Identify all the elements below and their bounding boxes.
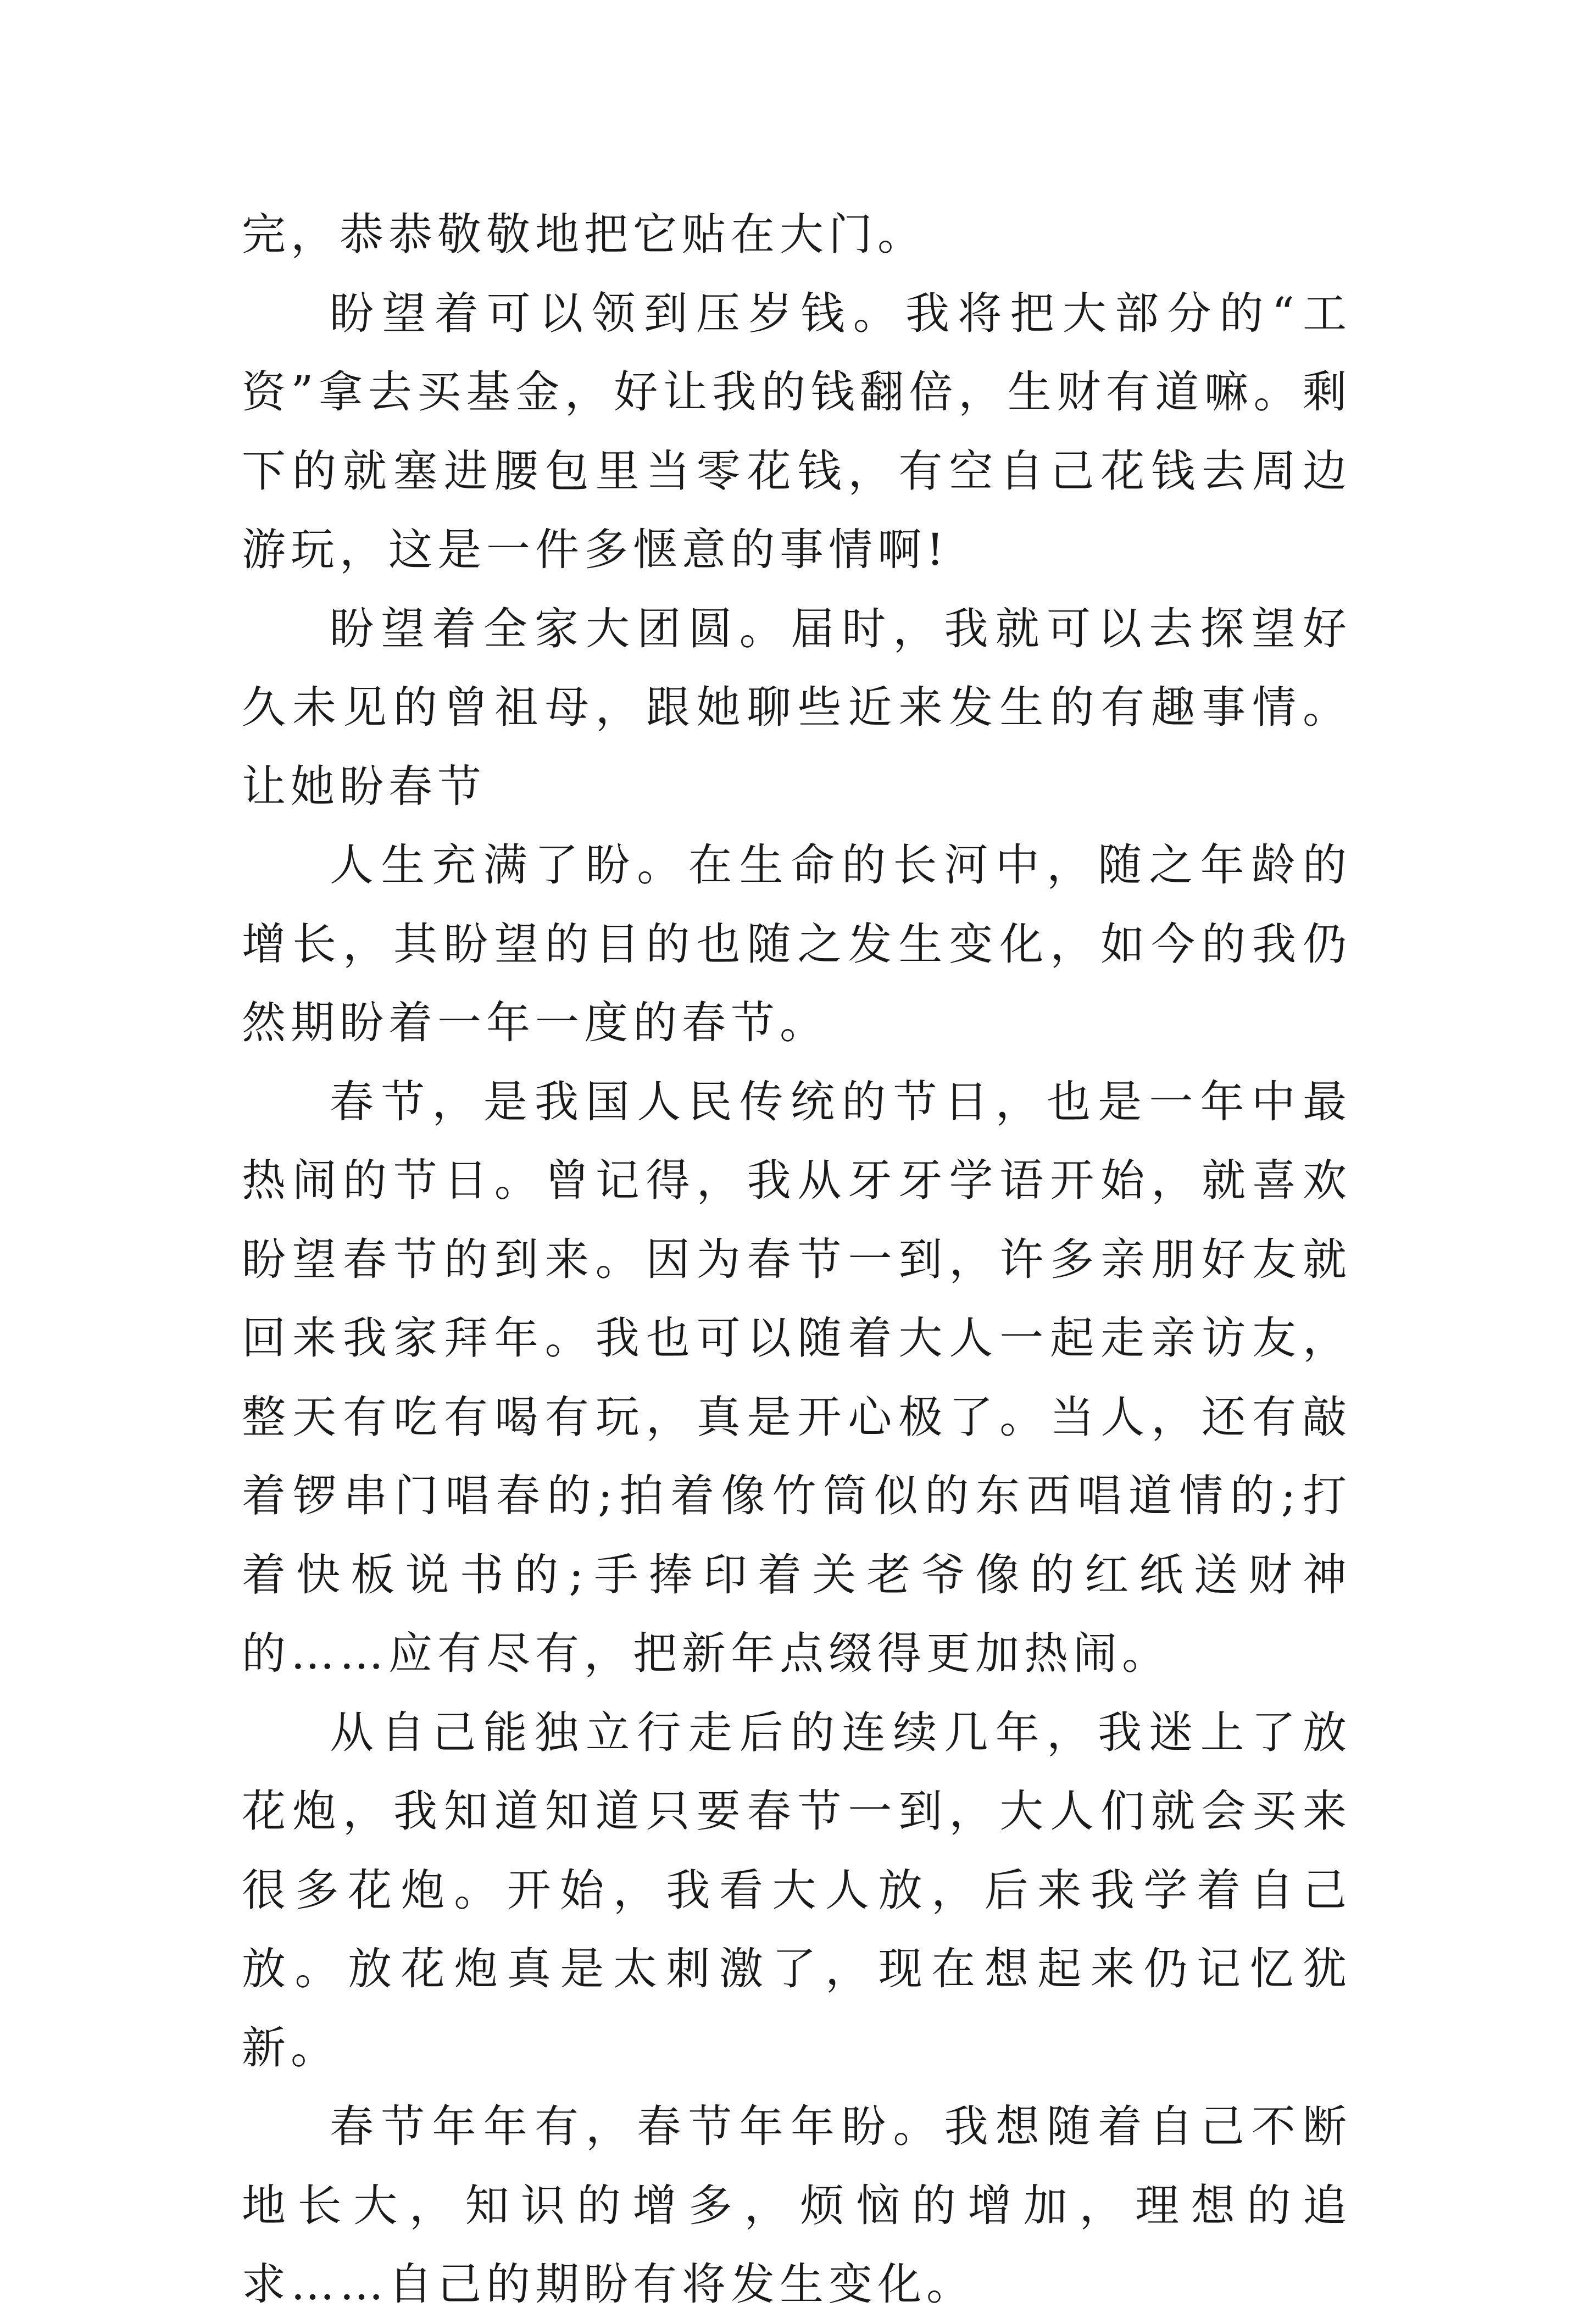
paragraph-lucky-money: 盼望着可以领到压岁钱。我将把大部分的“工资”拿去买基金，好让我的钱翻倍，生财有道嘛。剩下的就塞进腰包里当零花钱，有空自己花钱去周边游玩，这是一件多惬意的事情啊!	[242, 287, 1352, 575]
paragraph-life-of-hope: 人生充满了盼。在生命的长河中，随之年龄的增长，其盼望的目的也随之发生变化，如今的我仍然期盼着一年一度的春节。	[242, 839, 1352, 1048]
document-body	[242, 195, 1352, 2324]
paragraph-firecrackers: 从自己能独立行走后的连续几年，我迷上了放花炮，我知道知道只要春节一到，大人们就会买来很多花炮。开始，我看大人放，后来我学着自己放。放花炮真是太刺激了，现在想起来仍记忆犹新。	[242, 1706, 1352, 2073]
paragraph-spring-festival: 春节，是我国人民传统的节日，也是一年中最热闹的节日。曾记得，我从牙牙学语开始，就喜欢盼望春节的到来。因为春节一到，许多亲朋好友就回来我家拜年。我也可以随着大人一起走亲访友，整天有吃有喝有玩，真是开心极了。当人，还有敲着锣串门唱春的;拍着像竹筒似的东西唱道情的;打着快板说书的;手捧印着关老爷像的红纸送财神的……应有尽有，把新年点缀得更加热闹。	[242, 1076, 1352, 1679]
paragraph-continuation: 完，恭恭敬敬地把它贴在大门。	[242, 209, 926, 260]
paragraph-conclusion: 春节年年有，春节年年盼。我想随着自己不断地长大，知识的增多，烦恼的增加，理想的追求……自己的期盼有将发生变化。	[242, 2101, 1352, 2310]
paragraph-family-reunion: 盼望着全家大团圆。届时，我就可以去探望好久未见的曾祖母，跟她聊些近来发生的有趣事情。让她盼春节	[242, 603, 1352, 812]
